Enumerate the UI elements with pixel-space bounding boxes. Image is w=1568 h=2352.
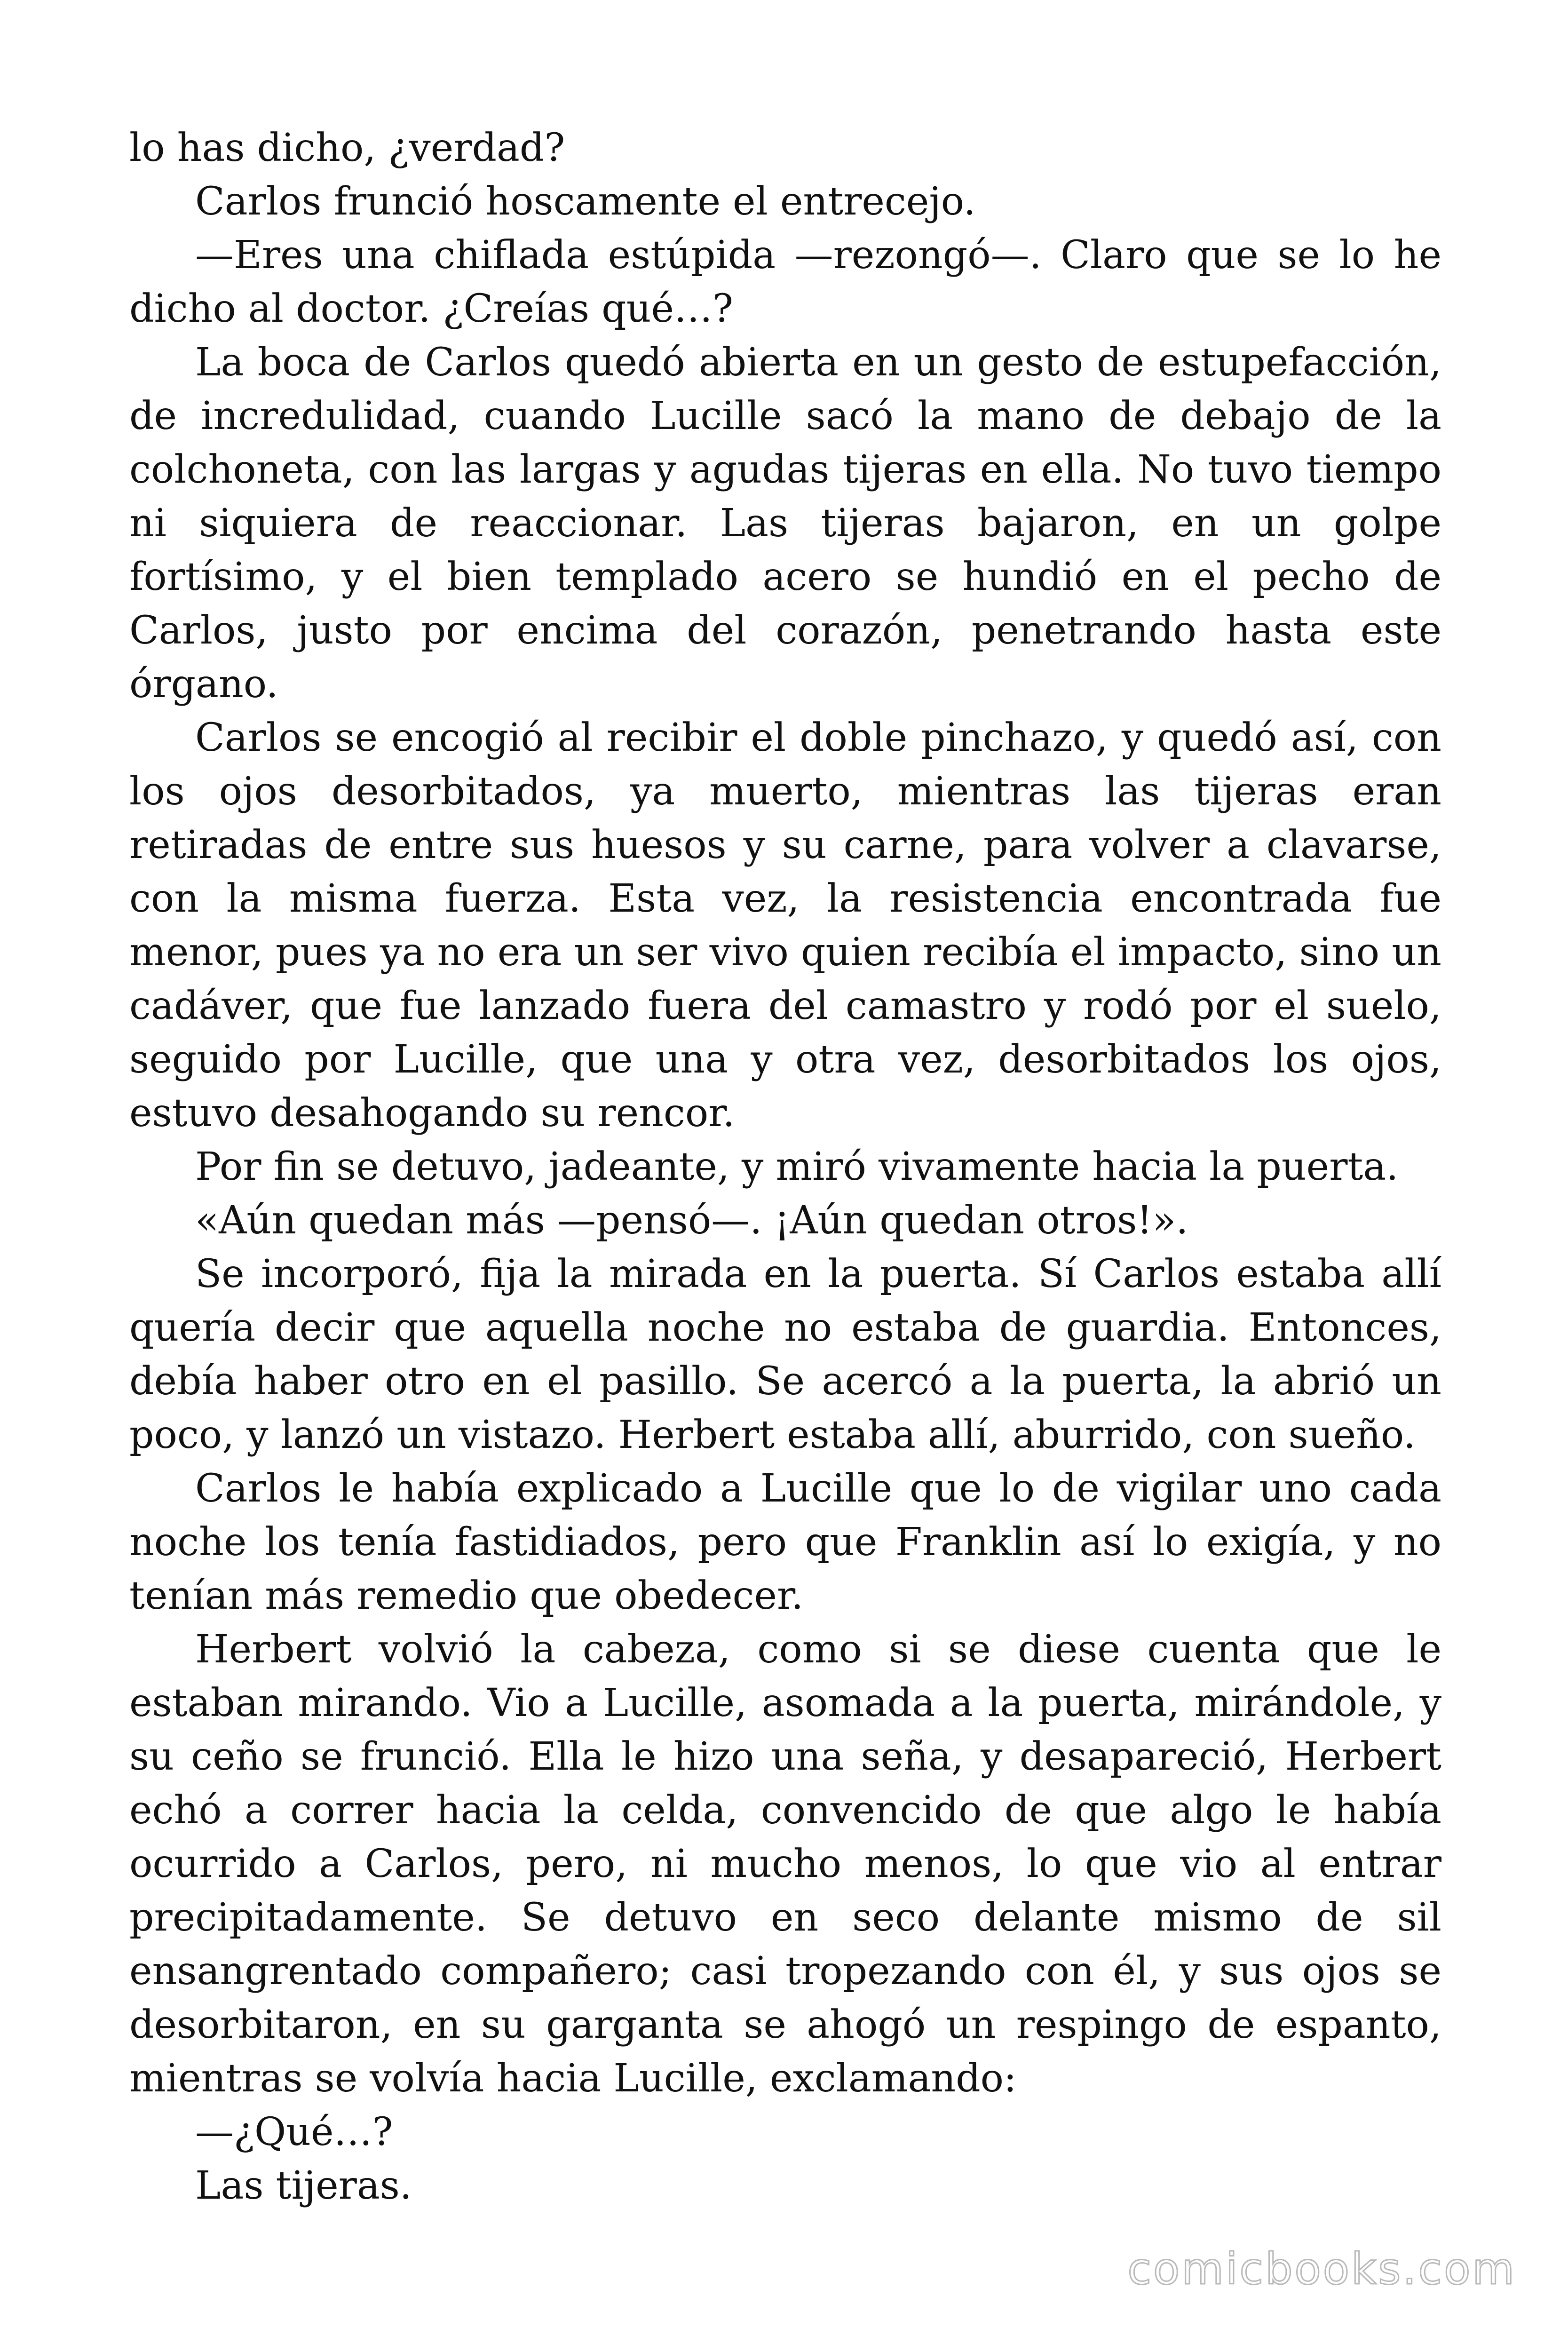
paragraph: Carlos frunció hoscamente el entrecejo.: [195, 179, 976, 224]
paragraph: Carlos se encogió al recibir el doble pinchazo, y quedó así, con los ojos desorbitados, ya muerto, mientras las tijeras eran retiradas de entre sus huesos y su carne, para volver a clavarse, con la misma fuerza. Esta vez, la resistencia encontrada fue menor, pues ya no era un ser vivo quien recibía el impacto, sino un cadáver, que fue lanzado fuera del camastro y rodó por el suelo, seguido por Lucille, que una y otra vez, desorbitados los ojos, estuvo desahogando su rencor.: [129, 715, 1441, 1136]
paragraph-thought: «Aún quedan más —pensó—. ¡Aún quedan otros!».: [195, 1198, 1188, 1243]
paragraph: La boca de Carlos quedó abierta en un gesto de estupefacción, de incredulidad, cuando Lucille sacó la mano de debajo de la colchoneta, con las largas y agudas tijeras en ella. No tuvo tiempo ni siquiera de reaccionar. Las tijeras bajaron, en un golpe fortísimo, y el bien templado acero se hundió en el pecho de Carlos, justo por encima del corazón, penetrando hasta este órgano.: [129, 340, 1441, 707]
body-text: [129, 121, 1441, 2213]
paragraph: Se incorporó, fija la mirada en la puerta. Sí Carlos estaba allí quería decir que aquella noche no estaba de guardia. Entonces, debía haber otro en el pasillo. Se acercó a la puerta, la abrió un poco, y lanzó un vistazo. Herbert estaba allí, aburrido, con sueño.: [129, 1252, 1441, 1457]
paragraph-dialogue: —¿Qué…?: [195, 2110, 393, 2154]
paragraph: Carlos le había explicado a Lucille que lo de vigilar uno cada noche los tenía fastidiados, pero que Franklin así lo exigía, y no tenían más remedio que obedecer.: [129, 1466, 1441, 1618]
paragraph: Herbert volvió la cabeza, como si se diese cuenta que le estaban mirando. Vio a Lucille, asomada a la puerta, mirándole, y su ceño se frunció. Ella le hizo una seña, y desapareció, Herbert echó a correr hacia la celda, convencido de que algo le había ocurrido a Carlos, pero, ni mucho menos, lo que vio al entrar precipitadamente. Se detuvo en seco delante mismo de sil ensangrentado compañero; casi tropezando con él, y sus ojos se desorbitaron, en su garganta se ahogó un respingo de espanto, mientras se volvía hacia Lucille, exclamando:: [129, 1627, 1441, 2101]
paragraph: Por fin se detuvo, jadeante, y miró vivamente hacia la puerta.: [195, 1144, 1399, 1189]
watermark-logo: comicbooks.com: [1127, 2244, 1516, 2294]
paragraph-dialogue: —Eres una chiflada estúpida —rezongó—. Claro que se lo he dicho al doctor. ¿Creías qué…?: [129, 233, 1441, 331]
paragraph-continuation: lo has dicho, ¿verdad?: [129, 126, 565, 170]
paragraph: Las tijeras.: [195, 2163, 412, 2208]
